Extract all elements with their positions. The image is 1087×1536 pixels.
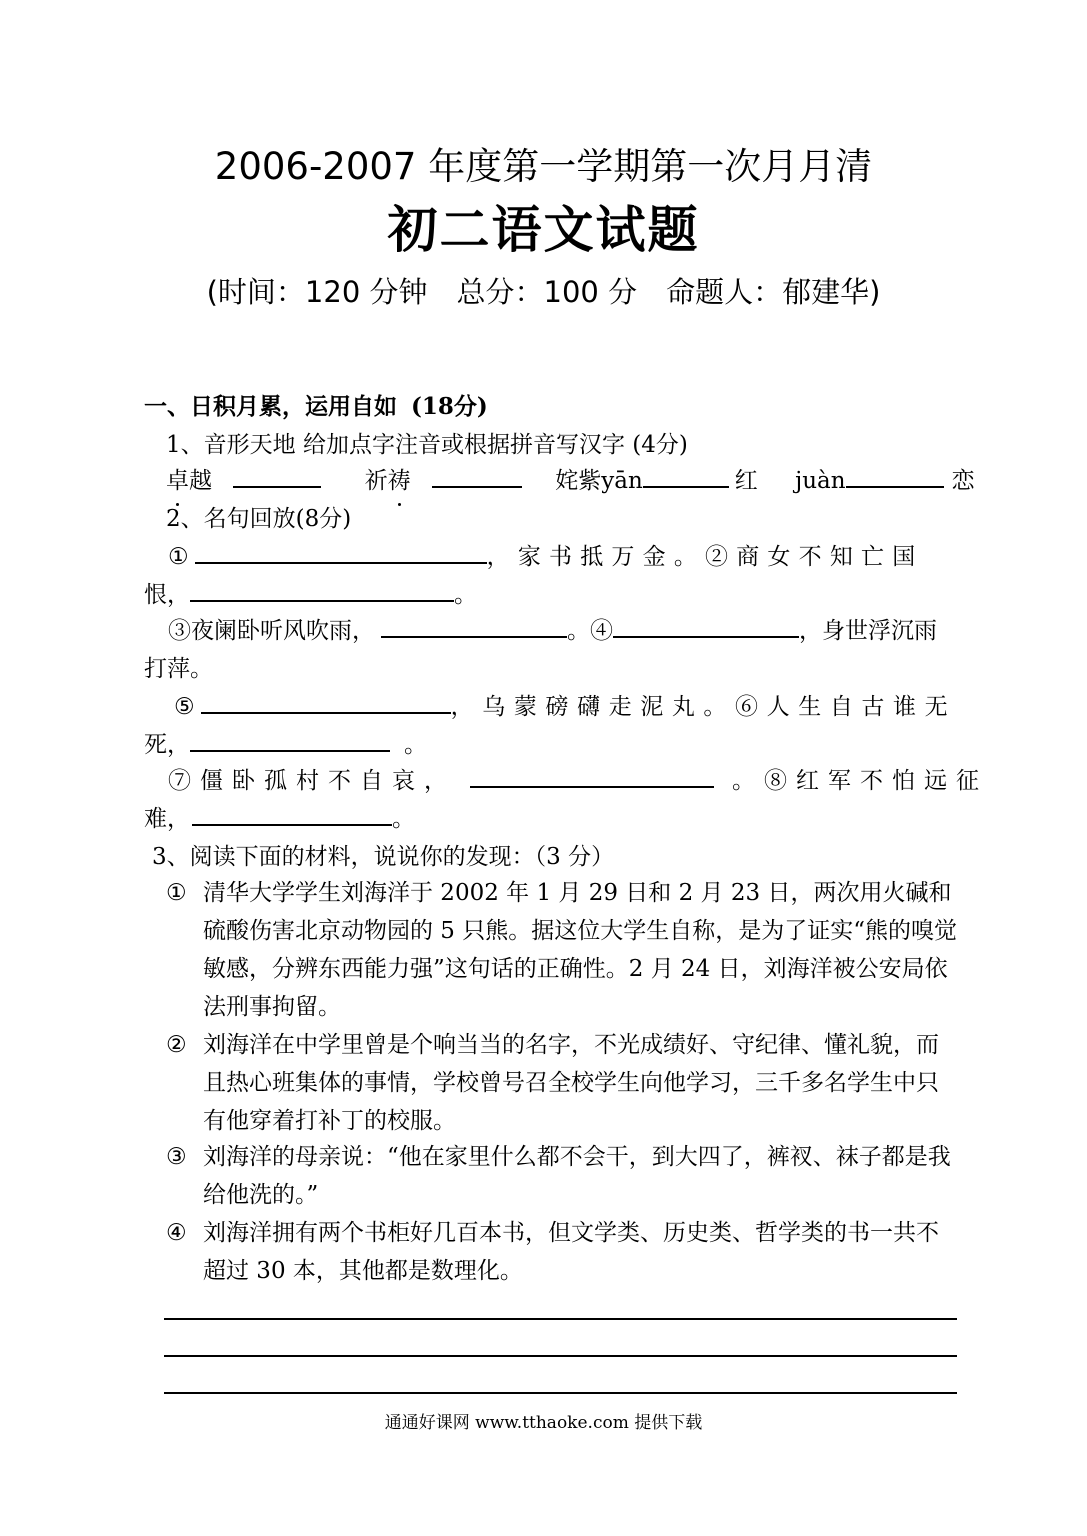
q2-line-3: ③夜阑卧听风吹雨， 。④ ，身世浮沉雨 [168,612,937,650]
exam-title: 2006-2007 年度第一学期第一次月月清 [214,145,873,188]
q2-line-4: 打萍。 [144,656,213,682]
q1-item-4-pre: juàn [795,468,846,494]
answer-blank[interactable] [233,464,321,488]
q2-line-7: ⑦僵卧孤村不自哀， 。⑧红军不怕远征 [168,762,988,800]
q1-item-3-pre: 姹紫yān [555,468,643,494]
section-heading [144,388,488,426]
dotted-char: 祷 [388,462,411,500]
exam-subject: 初二语文试题 [387,201,700,259]
answer-blank[interactable] [195,540,487,564]
q1-item-4-post: 恋 [951,468,975,494]
answer-line[interactable] [164,1355,957,1357]
q2-line-8: 难， 。 [144,800,415,838]
dotted-char: 卓 [166,462,189,500]
q2-line-1: ① ，家书抵万金。②商女不知亡国 [168,538,957,576]
answer-blank[interactable] [192,802,392,826]
section-score: (18分) [411,393,488,420]
question-1-items [166,462,975,500]
q2-line-5: ⑤ ，乌蒙磅礴走泥丸。⑥人生自古谁无 [174,688,951,726]
answer-blank[interactable] [643,464,729,488]
answer-blank[interactable] [190,578,454,602]
question-3-label: 3、阅读下面的材料，说说你的发现：（3 分） [152,844,615,870]
q1-item-1: 卓越 [166,468,212,494]
answer-blank[interactable] [190,728,390,752]
material-3-text: 刘海洋的母亲说：“他在家里什么都不会干，到大四了，裤衩、袜子都是我给他洗的。” [203,1144,951,1208]
exam-info: (时间：120 分钟 总分：100 分 命题人：郁建华) [206,275,881,309]
footer-credit: 通通好课网 www.tthaoke.com 提供下载 [384,1413,703,1433]
answer-blank[interactable] [470,764,714,788]
question-2-label: 2、名句回放(8分) [166,506,352,532]
answer-line[interactable] [164,1318,957,1320]
material-3-num: ③ [166,1144,187,1170]
answer-line[interactable] [164,1392,957,1394]
material-2-text: 刘海洋在中学里曾是个响当当的名字，不光成绩好、守纪律、懂礼貌，而且热心班集体的事情，学校曾号召全校学生向他学习，三千多名学生中只有他穿着打补丁的校服。 [203,1032,939,1134]
answer-blank[interactable] [201,690,451,714]
q2-line-2: 恨， 。 [144,576,477,614]
material-1-text: 清华大学学生刘海洋于 2002 年 1 月 29 日和 2 月 23 日，两次用火碱和硫酸伤害北京动物园的 5 只熊。据这位大学生自称，是为了证实“熊的嗅觉敏感，分辨东西能力强”这句话的正确性。2 月 24 日，刘海洋被公安局依法刑事拘留。 [203,880,958,1020]
answer-blank[interactable] [381,614,567,638]
material-1-num: ① [166,880,187,906]
material-4-text: 刘海洋拥有两个书柜好几百本书，但文学类、历史类、哲学类的书一共不超过 30 本，其他都是数理化。 [203,1220,939,1284]
section-heading-text: 一、日积月累，运用自如 [144,393,397,420]
q1-item-2: 祈祷 [365,468,411,494]
q2-line-6: 死， 。 [144,726,427,764]
q1-item-3-post: 红 [734,468,758,494]
answer-blank[interactable] [432,464,522,488]
answer-blank[interactable] [846,464,944,488]
question-1-label: 1、音形天地 给加点字注音或根据拼音写汉字 (4分) [166,432,688,458]
answer-blank[interactable] [613,614,799,638]
material-2-num: ② [166,1032,187,1058]
material-4-num: ④ [166,1220,187,1246]
